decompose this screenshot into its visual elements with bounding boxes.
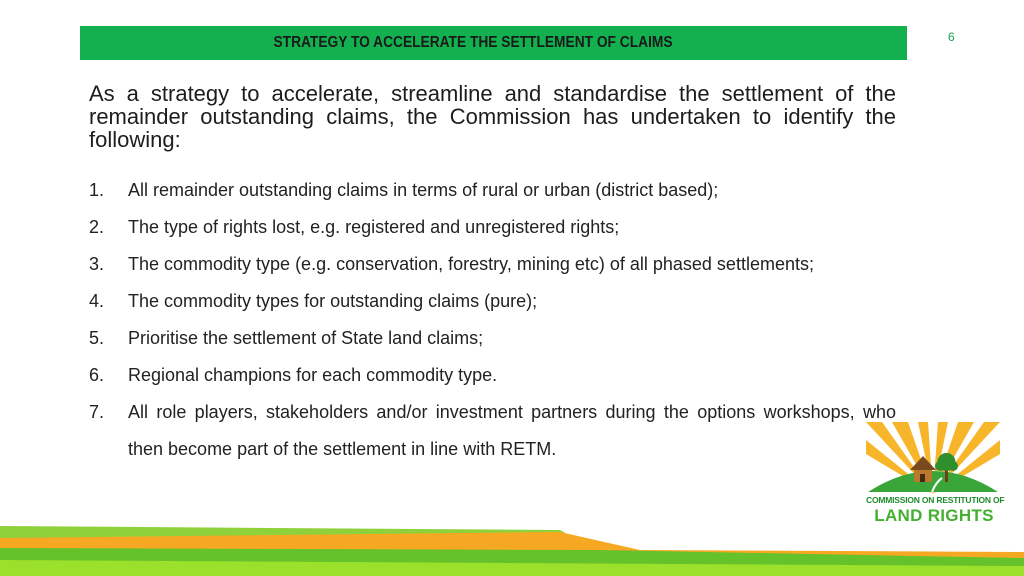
list-item-text: All role players, stakeholders and/or investment partners during the options workshops, who then become part of the settlement in line with RETM. [128,402,896,459]
intro-paragraph: As a strategy to accelerate, streamline and standardise the settlement of the remainder outstanding claims, the Commission has undertaken to identify the following: [89,81,896,152]
title-bar [80,26,907,60]
list-item-text: The commodity types for outstanding claims (pure); [128,291,538,311]
list-item-number: 6. [89,365,105,385]
list-item-number: 5. [89,328,105,348]
list-item-number: 4. [89,291,105,311]
list-item-text: Regional champions for each commodity type. [128,365,498,385]
page-number: 6 [948,30,955,44]
footer-swoosh [0,526,1024,576]
list-item-text: The commodity type (e.g. conservation, forestry, mining etc) of all phased settlements; [128,254,814,274]
slide-title: STRATEGY TO ACCELERATE THE SETTLEMENT OF CLAIMS [273,34,674,51]
list-item-number: 3. [89,254,105,274]
list-item-text: The type of rights lost, e.g. registered and unregistered rights; [128,217,620,237]
list-item-text: Prioritise the settlement of State land claims; [128,328,484,348]
list-item [89,283,896,320]
list-item-text: All remainder outstanding claims in terms of rural or urban (district based); [128,180,719,200]
strategy-list [89,172,896,468]
list-item [89,172,896,209]
logo-text-commission: COMMISSION ON RESTITUTION OF [866,495,1005,505]
list-item [89,320,896,357]
logo-text-land-rights: LAND RIGHTS [874,506,994,525]
list-item [89,209,896,246]
list-item-number: 7. [89,402,105,422]
list-item [89,246,896,283]
list-item [89,357,896,394]
list-item [89,394,896,468]
list-item-number: 1. [89,180,105,200]
list-item-number: 2. [89,217,105,237]
